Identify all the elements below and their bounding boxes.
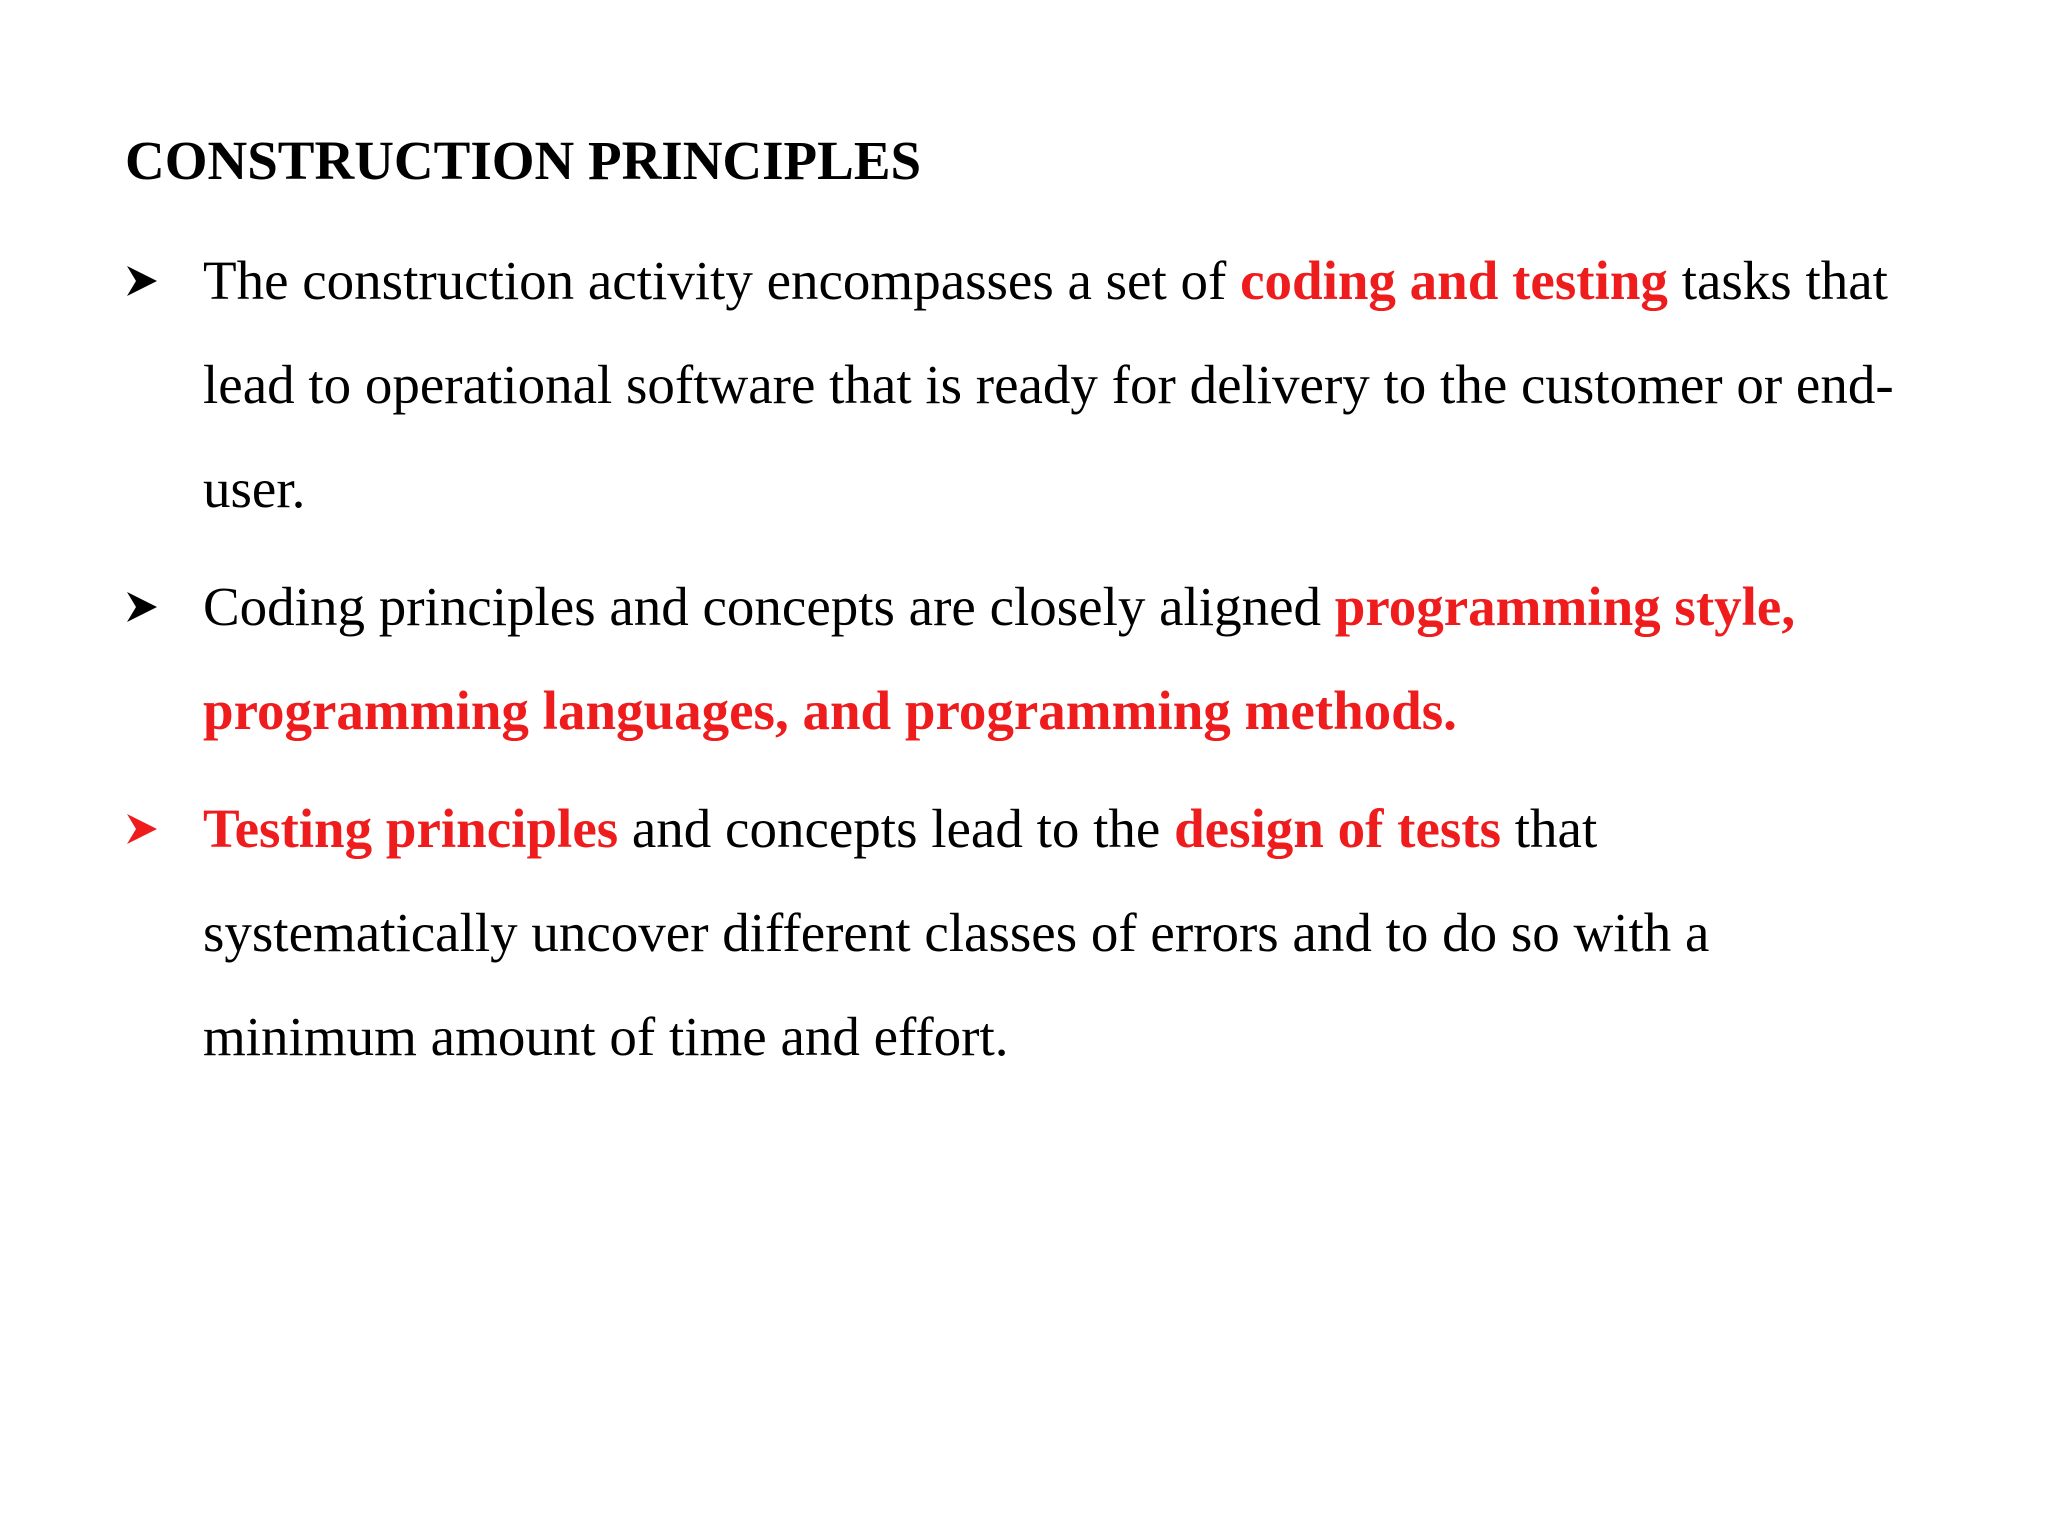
bullet-text	[203, 555, 1923, 763]
bullet-text-highlight: programming style, programming languages, and programming methods.	[203, 576, 1796, 741]
bullet-text-highlight: coding and testing	[1240, 250, 1668, 311]
bullet-text	[203, 229, 1923, 541]
bullet-text	[203, 777, 1923, 1089]
arrowhead-bullet-icon	[125, 229, 185, 333]
bullet-item	[125, 229, 1925, 541]
bullet-text-segment: that systematically uncover different classes of errors and to do so with a minimum amount of time and effort.	[203, 798, 1710, 1067]
bullet-text-segment: Coding principles and concepts are closely aligned	[203, 576, 1335, 637]
arrowhead-bullet-icon	[125, 777, 185, 881]
bullet-item	[125, 777, 1925, 1089]
bullet-text-segment: The construction activity encompasses a set of	[203, 250, 1241, 311]
arrowhead-bullet-icon	[125, 555, 185, 659]
bullet-item	[125, 555, 1925, 763]
arrowhead-shape	[127, 266, 157, 296]
bullet-text-segment: and concepts lead to the	[618, 798, 1175, 859]
arrowhead-shape	[127, 592, 157, 622]
bullet-text-highlight: Testing principles	[203, 798, 619, 859]
slide-title: CONSTRUCTION PRINCIPLES	[125, 130, 922, 191]
bullet-text-segment: tasks that lead to operational software that is ready for delivery to the customer or end-user.	[203, 250, 1894, 519]
arrowhead-shape	[127, 814, 157, 844]
bullet-text-highlight: design of tests	[1174, 798, 1502, 859]
